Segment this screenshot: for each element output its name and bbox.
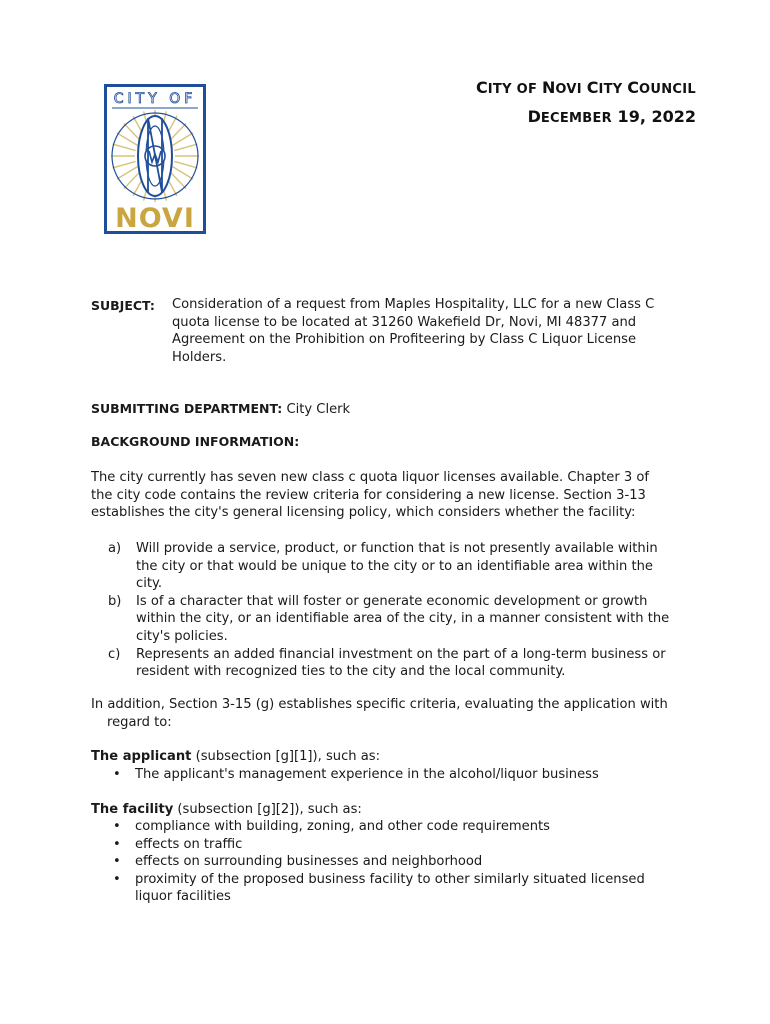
licensing-criteria-list xyxy=(108,540,683,681)
list-item: a) Will provide a service, product, or function that is not presently available within the city or that would be unique to the city or to an identifiable area within the city. xyxy=(108,541,658,592)
bullet-icon: • xyxy=(113,819,121,834)
subject-label: SUBJECT: xyxy=(91,298,155,313)
department-value: City Clerk xyxy=(282,402,351,417)
list-item: • effects on surrounding businesses and neighborhood xyxy=(113,854,483,870)
section-3-15-paragraph: In addition, Section 3-15 (g) establishes specific criteria, evaluating the application with regard to: xyxy=(91,697,668,730)
bullet-icon: • xyxy=(113,871,121,887)
logo-bottom-text: NOVI xyxy=(115,203,195,234)
list-item: • effects on traffic xyxy=(113,836,243,852)
bullet-icon: • xyxy=(113,854,121,870)
background-paragraph: The city currently has seven new class c quota liquor licenses available. Chapter 3 of the city code contains the review criteria for considering a new license. Section 3-13 establishes the city's general licensing policy, which considers whether the facility: xyxy=(91,470,650,521)
header-date: DECEMBER 19, 2022 xyxy=(527,107,696,126)
city-of-novi-seal xyxy=(104,84,206,234)
department-label: SUBMITTING DEPARTMENT: xyxy=(91,401,283,416)
header-title: CITY OF NOVI CITY COUNCIL xyxy=(476,78,696,97)
facility-heading: The facility (subsection [g][2]), such as: xyxy=(91,802,362,817)
list-item: • proximity of the proposed business facility to other similarly situated licensed liquor facilities xyxy=(113,871,645,905)
submitting-department xyxy=(91,400,350,419)
list-item: • The applicant's management experience in the alcohol/liquor business xyxy=(113,767,599,782)
background-heading: BACKGROUND INFORMATION: xyxy=(91,434,300,449)
applicant-heading: The applicant (subsection [g][1]), such as: xyxy=(91,749,381,764)
list-item: c) Represents an added financial investment on the part of a long-term business or resident with recognized ties to the city and the local community. xyxy=(108,646,666,680)
logo-top-text: CITY OF xyxy=(113,91,197,107)
bullet-icon: • xyxy=(113,836,121,852)
list-item: b) Is of a character that will foster or generate economic development or growth within the city, or an identifiable area of the city, in a manner consistent with the city's policies. xyxy=(108,593,670,644)
applicant-criteria-list xyxy=(91,766,681,784)
list-item: • compliance with building, zoning, and other code requirements xyxy=(113,819,550,834)
facility-criteria-list xyxy=(91,818,681,906)
bullet-icon: • xyxy=(113,767,121,782)
subject-text: Consideration of a request from Maples Hospitality, LLC for a new Class C quota license to be located at 31260 Wakefield Dr, Novi, MI 48377 and Agreement on the Prohibition on Profiteering by Class C Liquor License Holders. xyxy=(172,297,655,365)
document-header xyxy=(476,74,696,132)
